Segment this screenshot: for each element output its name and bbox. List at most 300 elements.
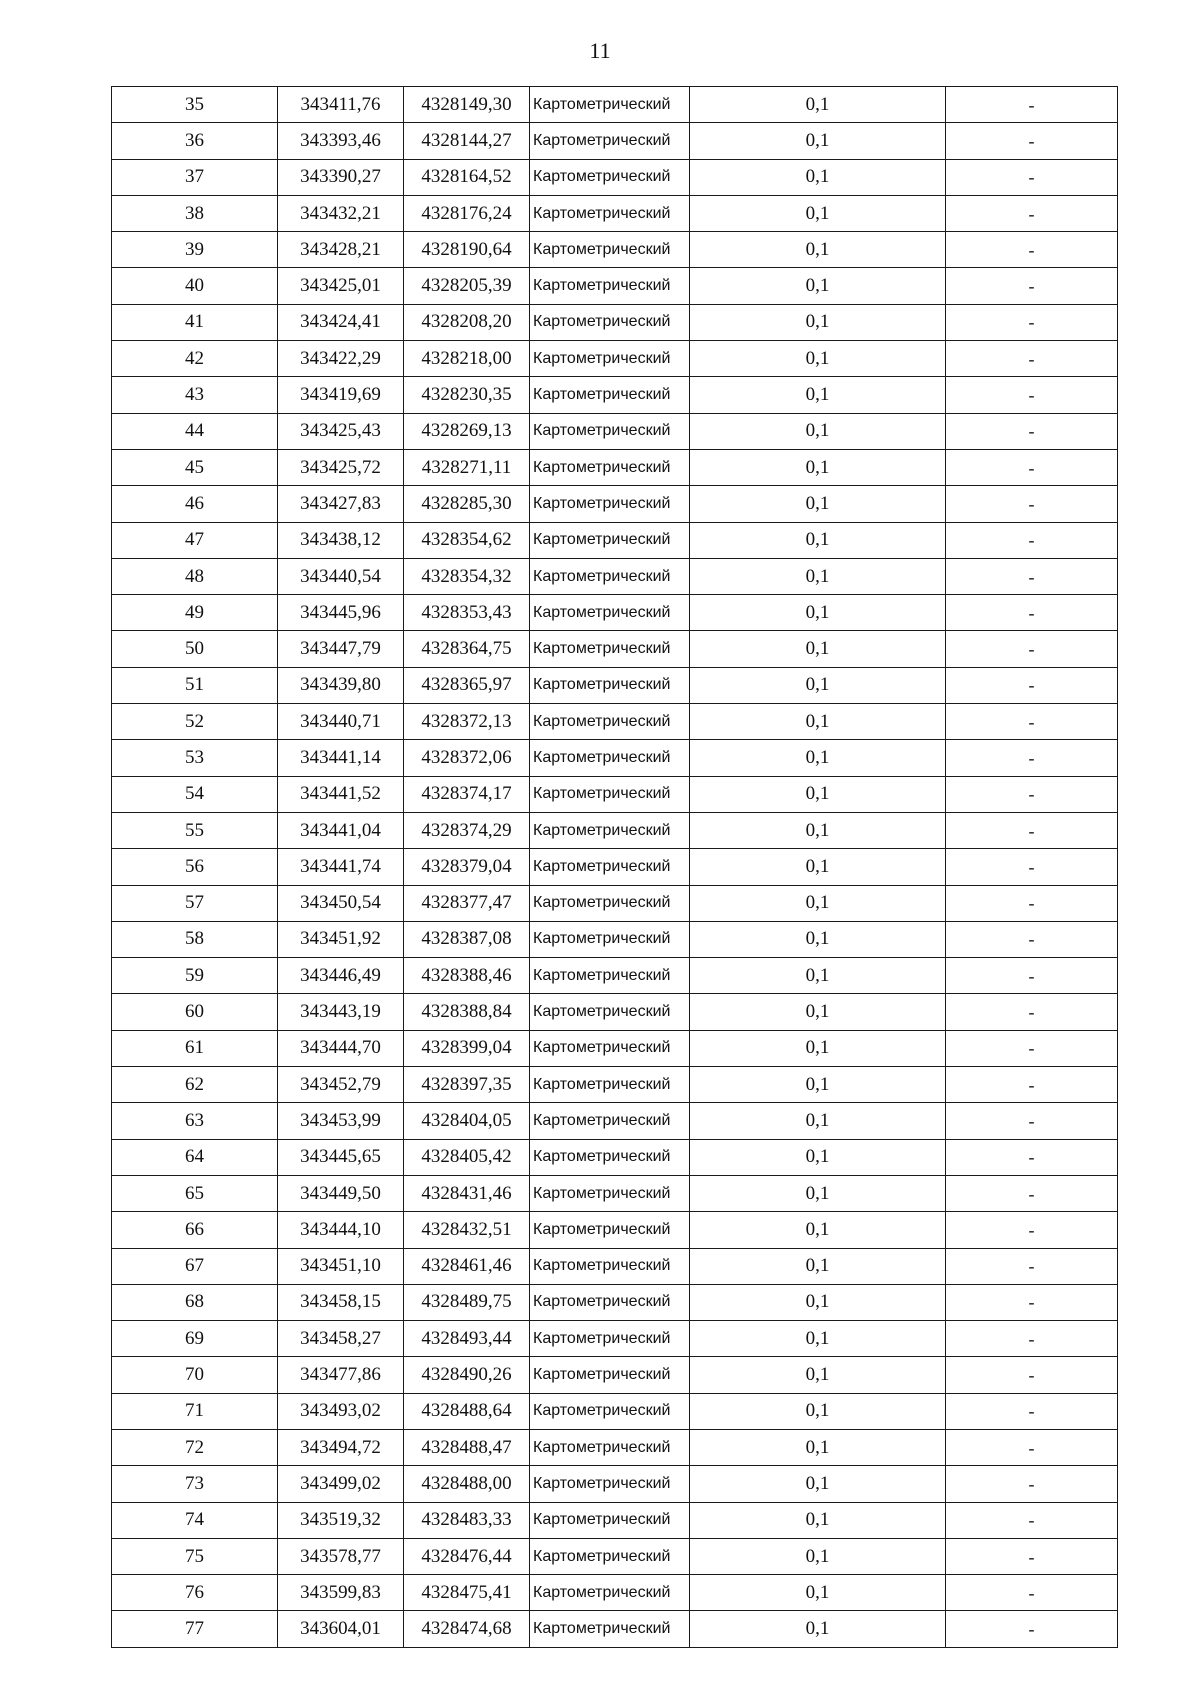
accuracy-cell: 0,1 [690,123,946,159]
note-cell: - [946,377,1118,413]
table-row [112,921,1118,957]
x-coordinate-cell: 343578,77 [278,1538,404,1574]
y-coordinate-cell: 4328461,46 [404,1248,530,1284]
accuracy-cell: 0,1 [690,1429,946,1465]
table-row [112,449,1118,485]
point-number-cell: 77 [112,1611,278,1647]
x-coordinate-cell: 343494,72 [278,1429,404,1465]
point-number-cell: 36 [112,123,278,159]
x-coordinate-cell: 343393,46 [278,123,404,159]
accuracy-cell: 0,1 [690,304,946,340]
table-row [112,1538,1118,1574]
y-coordinate-cell: 4328488,00 [404,1466,530,1502]
page-number: 11 [589,38,611,63]
accuracy-cell: 0,1 [690,1067,946,1103]
point-number-cell: 63 [112,1103,278,1139]
x-coordinate-cell: 343441,74 [278,849,404,885]
accuracy-cell: 0,1 [690,1502,946,1538]
y-coordinate-cell: 4328149,30 [404,87,530,123]
note-cell: - [946,1321,1118,1357]
note-cell: - [946,849,1118,885]
x-coordinate-cell: 343453,99 [278,1103,404,1139]
point-number-cell: 67 [112,1248,278,1284]
x-coordinate-cell: 343439,80 [278,667,404,703]
y-coordinate-cell: 4328364,75 [404,631,530,667]
method-cell: Картометрический [530,1030,690,1066]
method-cell: Картометрический [530,1248,690,1284]
point-number-cell: 40 [112,268,278,304]
accuracy-cell: 0,1 [690,776,946,812]
method-cell: Картометрический [530,558,690,594]
table-row [112,704,1118,740]
table-row [112,1502,1118,1538]
y-coordinate-cell: 4328372,13 [404,704,530,740]
table-row [112,558,1118,594]
y-coordinate-cell: 4328489,75 [404,1284,530,1320]
accuracy-cell: 0,1 [690,1284,946,1320]
point-number-cell: 52 [112,704,278,740]
accuracy-cell: 0,1 [690,1248,946,1284]
note-cell: - [946,1466,1118,1502]
x-coordinate-cell: 343419,69 [278,377,404,413]
point-number-cell: 70 [112,1357,278,1393]
x-coordinate-cell: 343445,96 [278,595,404,631]
note-cell: - [946,1284,1118,1320]
x-coordinate-cell: 343441,52 [278,776,404,812]
x-coordinate-cell: 343447,79 [278,631,404,667]
method-cell: Картометрический [530,413,690,449]
accuracy-cell: 0,1 [690,1611,946,1647]
point-number-cell: 71 [112,1393,278,1429]
point-number-cell: 45 [112,449,278,485]
table-row [112,341,1118,377]
accuracy-cell: 0,1 [690,341,946,377]
table-row [112,776,1118,812]
point-number-cell: 57 [112,885,278,921]
table-row [112,232,1118,268]
method-cell: Картометрический [530,341,690,377]
y-coordinate-cell: 4328372,06 [404,740,530,776]
x-coordinate-cell: 343425,72 [278,449,404,485]
accuracy-cell: 0,1 [690,449,946,485]
table-row [112,268,1118,304]
method-cell: Картометрический [530,1103,690,1139]
table-row [112,87,1118,123]
x-coordinate-cell: 343440,71 [278,704,404,740]
method-cell: Картометрический [530,1538,690,1574]
note-cell: - [946,1139,1118,1175]
table-body [112,87,1118,1648]
table-row [112,631,1118,667]
table-row [112,1212,1118,1248]
point-number-cell: 49 [112,595,278,631]
point-number-cell: 44 [112,413,278,449]
y-coordinate-cell: 4328354,32 [404,558,530,594]
x-coordinate-cell: 343422,29 [278,341,404,377]
point-number-cell: 61 [112,1030,278,1066]
x-coordinate-cell: 343441,14 [278,740,404,776]
y-coordinate-cell: 4328374,17 [404,776,530,812]
method-cell: Картометрический [530,1502,690,1538]
accuracy-cell: 0,1 [690,558,946,594]
y-coordinate-cell: 4328474,68 [404,1611,530,1647]
accuracy-cell: 0,1 [690,994,946,1030]
point-number-cell: 68 [112,1284,278,1320]
point-number-cell: 42 [112,341,278,377]
point-number-cell: 48 [112,558,278,594]
note-cell: - [946,304,1118,340]
point-number-cell: 43 [112,377,278,413]
note-cell: - [946,812,1118,848]
y-coordinate-cell: 4328379,04 [404,849,530,885]
note-cell: - [946,232,1118,268]
table-row [112,595,1118,631]
y-coordinate-cell: 4328164,52 [404,159,530,195]
point-number-cell: 37 [112,159,278,195]
note-cell: - [946,1212,1118,1248]
x-coordinate-cell: 343390,27 [278,159,404,195]
method-cell: Картометрический [530,667,690,703]
x-coordinate-cell: 343438,12 [278,522,404,558]
note-cell: - [946,1030,1118,1066]
note-cell: - [946,631,1118,667]
accuracy-cell: 0,1 [690,1466,946,1502]
x-coordinate-cell: 343411,76 [278,87,404,123]
x-coordinate-cell: 343599,83 [278,1575,404,1611]
x-coordinate-cell: 343440,54 [278,558,404,594]
method-cell: Картометрический [530,1139,690,1175]
method-cell: Картометрический [530,704,690,740]
note-cell: - [946,268,1118,304]
accuracy-cell: 0,1 [690,1357,946,1393]
accuracy-cell: 0,1 [690,1393,946,1429]
point-number-cell: 66 [112,1212,278,1248]
note-cell: - [946,1611,1118,1647]
x-coordinate-cell: 343519,32 [278,1502,404,1538]
y-coordinate-cell: 4328354,62 [404,522,530,558]
note-cell: - [946,1067,1118,1103]
table-row [112,1067,1118,1103]
method-cell: Картометрический [530,776,690,812]
y-coordinate-cell: 4328387,08 [404,921,530,957]
point-number-cell: 51 [112,667,278,703]
y-coordinate-cell: 4328208,20 [404,304,530,340]
table-row [112,1393,1118,1429]
y-coordinate-cell: 4328388,46 [404,958,530,994]
x-coordinate-cell: 343444,70 [278,1030,404,1066]
accuracy-cell: 0,1 [690,1139,946,1175]
x-coordinate-cell: 343441,04 [278,812,404,848]
accuracy-cell: 0,1 [690,812,946,848]
table-row [112,1175,1118,1211]
x-coordinate-cell: 343604,01 [278,1611,404,1647]
accuracy-cell: 0,1 [690,1321,946,1357]
x-coordinate-cell: 343427,83 [278,486,404,522]
method-cell: Картометрический [530,522,690,558]
x-coordinate-cell: 343493,02 [278,1393,404,1429]
method-cell: Картометрический [530,195,690,231]
x-coordinate-cell: 343443,19 [278,994,404,1030]
point-number-cell: 53 [112,740,278,776]
note-cell: - [946,558,1118,594]
y-coordinate-cell: 4328404,05 [404,1103,530,1139]
note-cell: - [946,123,1118,159]
method-cell: Картометрический [530,123,690,159]
note-cell: - [946,341,1118,377]
table-row [112,812,1118,848]
table-row [112,1575,1118,1611]
table-row [112,522,1118,558]
point-number-cell: 72 [112,1429,278,1465]
y-coordinate-cell: 4328190,64 [404,232,530,268]
method-cell: Картометрический [530,921,690,957]
x-coordinate-cell: 343425,01 [278,268,404,304]
point-number-cell: 38 [112,195,278,231]
point-number-cell: 60 [112,994,278,1030]
y-coordinate-cell: 4328399,04 [404,1030,530,1066]
note-cell: - [946,1575,1118,1611]
x-coordinate-cell: 343445,65 [278,1139,404,1175]
point-number-cell: 65 [112,1175,278,1211]
x-coordinate-cell: 343458,27 [278,1321,404,1357]
method-cell: Картометрический [530,304,690,340]
point-number-cell: 41 [112,304,278,340]
accuracy-cell: 0,1 [690,87,946,123]
accuracy-cell: 0,1 [690,595,946,631]
method-cell: Картометрический [530,1284,690,1320]
y-coordinate-cell: 4328397,35 [404,1067,530,1103]
method-cell: Картометрический [530,449,690,485]
y-coordinate-cell: 4328353,43 [404,595,530,631]
note-cell: - [946,958,1118,994]
method-cell: Картометрический [530,1212,690,1248]
table-row [112,1321,1118,1357]
x-coordinate-cell: 343446,49 [278,958,404,994]
note-cell: - [946,486,1118,522]
x-coordinate-cell: 343451,10 [278,1248,404,1284]
y-coordinate-cell: 4328431,46 [404,1175,530,1211]
note-cell: - [946,595,1118,631]
method-cell: Картометрический [530,849,690,885]
table-row [112,1103,1118,1139]
y-coordinate-cell: 4328475,41 [404,1575,530,1611]
accuracy-cell: 0,1 [690,522,946,558]
note-cell: - [946,1538,1118,1574]
note-cell: - [946,1502,1118,1538]
y-coordinate-cell: 4328269,13 [404,413,530,449]
y-coordinate-cell: 4328493,44 [404,1321,530,1357]
method-cell: Картометрический [530,1611,690,1647]
method-cell: Картометрический [530,994,690,1030]
y-coordinate-cell: 4328483,33 [404,1502,530,1538]
table-row [112,123,1118,159]
y-coordinate-cell: 4328144,27 [404,123,530,159]
accuracy-cell: 0,1 [690,1175,946,1211]
table-row [112,1611,1118,1647]
note-cell: - [946,994,1118,1030]
accuracy-cell: 0,1 [690,667,946,703]
point-number-cell: 62 [112,1067,278,1103]
accuracy-cell: 0,1 [690,232,946,268]
table-row [112,1139,1118,1175]
accuracy-cell: 0,1 [690,159,946,195]
note-cell: - [946,740,1118,776]
note-cell: - [946,449,1118,485]
point-number-cell: 73 [112,1466,278,1502]
table-row [112,667,1118,703]
note-cell: - [946,1429,1118,1465]
point-number-cell: 59 [112,958,278,994]
method-cell: Картометрический [530,87,690,123]
x-coordinate-cell: 343425,43 [278,413,404,449]
point-number-cell: 64 [112,1139,278,1175]
accuracy-cell: 0,1 [690,849,946,885]
accuracy-cell: 0,1 [690,195,946,231]
y-coordinate-cell: 4328365,97 [404,667,530,703]
method-cell: Картометрический [530,1575,690,1611]
point-number-cell: 76 [112,1575,278,1611]
note-cell: - [946,195,1118,231]
method-cell: Картометрический [530,232,690,268]
method-cell: Картометрический [530,1393,690,1429]
accuracy-cell: 0,1 [690,1030,946,1066]
table-row [112,1248,1118,1284]
accuracy-cell: 0,1 [690,958,946,994]
x-coordinate-cell: 343428,21 [278,232,404,268]
accuracy-cell: 0,1 [690,631,946,667]
method-cell: Картометрический [530,885,690,921]
note-cell: - [946,1393,1118,1429]
accuracy-cell: 0,1 [690,704,946,740]
method-cell: Картометрический [530,486,690,522]
table-row [112,413,1118,449]
point-number-cell: 56 [112,849,278,885]
x-coordinate-cell: 343452,79 [278,1067,404,1103]
method-cell: Картометрический [530,1321,690,1357]
method-cell: Картометрический [530,740,690,776]
x-coordinate-cell: 343432,21 [278,195,404,231]
method-cell: Картометрический [530,595,690,631]
point-number-cell: 39 [112,232,278,268]
method-cell: Картометрический [530,812,690,848]
note-cell: - [946,159,1118,195]
table-row [112,958,1118,994]
y-coordinate-cell: 4328488,47 [404,1429,530,1465]
y-coordinate-cell: 4328432,51 [404,1212,530,1248]
x-coordinate-cell: 343444,10 [278,1212,404,1248]
method-cell: Картометрический [530,159,690,195]
y-coordinate-cell: 4328476,44 [404,1538,530,1574]
table-row [112,304,1118,340]
point-number-cell: 74 [112,1502,278,1538]
table-row [112,740,1118,776]
table-row [112,486,1118,522]
accuracy-cell: 0,1 [690,1103,946,1139]
method-cell: Картометрический [530,1175,690,1211]
table-row [112,885,1118,921]
y-coordinate-cell: 4328488,64 [404,1393,530,1429]
table-row [112,1357,1118,1393]
accuracy-cell: 0,1 [690,268,946,304]
table-row [112,1466,1118,1502]
y-coordinate-cell: 4328205,39 [404,268,530,304]
accuracy-cell: 0,1 [690,486,946,522]
point-number-cell: 46 [112,486,278,522]
table-row [112,1284,1118,1320]
point-number-cell: 69 [112,1321,278,1357]
method-cell: Картометрический [530,377,690,413]
note-cell: - [946,87,1118,123]
method-cell: Картометрический [530,1067,690,1103]
accuracy-cell: 0,1 [690,1212,946,1248]
accuracy-cell: 0,1 [690,740,946,776]
point-number-cell: 35 [112,87,278,123]
y-coordinate-cell: 4328218,00 [404,341,530,377]
method-cell: Картометрический [530,958,690,994]
point-number-cell: 58 [112,921,278,957]
note-cell: - [946,413,1118,449]
point-number-cell: 75 [112,1538,278,1574]
x-coordinate-cell: 343450,54 [278,885,404,921]
accuracy-cell: 0,1 [690,1575,946,1611]
x-coordinate-cell: 343424,41 [278,304,404,340]
method-cell: Картометрический [530,631,690,667]
coordinates-table [111,86,1118,1648]
note-cell: - [946,921,1118,957]
y-coordinate-cell: 4328388,84 [404,994,530,1030]
accuracy-cell: 0,1 [690,413,946,449]
y-coordinate-cell: 4328374,29 [404,812,530,848]
table-row [112,1429,1118,1465]
y-coordinate-cell: 4328490,26 [404,1357,530,1393]
table-row [112,195,1118,231]
y-coordinate-cell: 4328176,24 [404,195,530,231]
accuracy-cell: 0,1 [690,921,946,957]
y-coordinate-cell: 4328405,42 [404,1139,530,1175]
note-cell: - [946,704,1118,740]
point-number-cell: 54 [112,776,278,812]
note-cell: - [946,1357,1118,1393]
y-coordinate-cell: 4328377,47 [404,885,530,921]
x-coordinate-cell: 343449,50 [278,1175,404,1211]
y-coordinate-cell: 4328230,35 [404,377,530,413]
note-cell: - [946,1175,1118,1211]
x-coordinate-cell: 343451,92 [278,921,404,957]
note-cell: - [946,1103,1118,1139]
x-coordinate-cell: 343499,02 [278,1466,404,1502]
table-row [112,1030,1118,1066]
x-coordinate-cell: 343458,15 [278,1284,404,1320]
method-cell: Картометрический [530,1357,690,1393]
method-cell: Картометрический [530,1429,690,1465]
method-cell: Картометрический [530,268,690,304]
point-number-cell: 47 [112,522,278,558]
point-number-cell: 50 [112,631,278,667]
x-coordinate-cell: 343477,86 [278,1357,404,1393]
point-number-cell: 55 [112,812,278,848]
note-cell: - [946,667,1118,703]
note-cell: - [946,776,1118,812]
accuracy-cell: 0,1 [690,885,946,921]
y-coordinate-cell: 4328271,11 [404,449,530,485]
note-cell: - [946,522,1118,558]
accuracy-cell: 0,1 [690,377,946,413]
accuracy-cell: 0,1 [690,1538,946,1574]
note-cell: - [946,885,1118,921]
table-row [112,994,1118,1030]
method-cell: Картометрический [530,1466,690,1502]
table-row [112,377,1118,413]
